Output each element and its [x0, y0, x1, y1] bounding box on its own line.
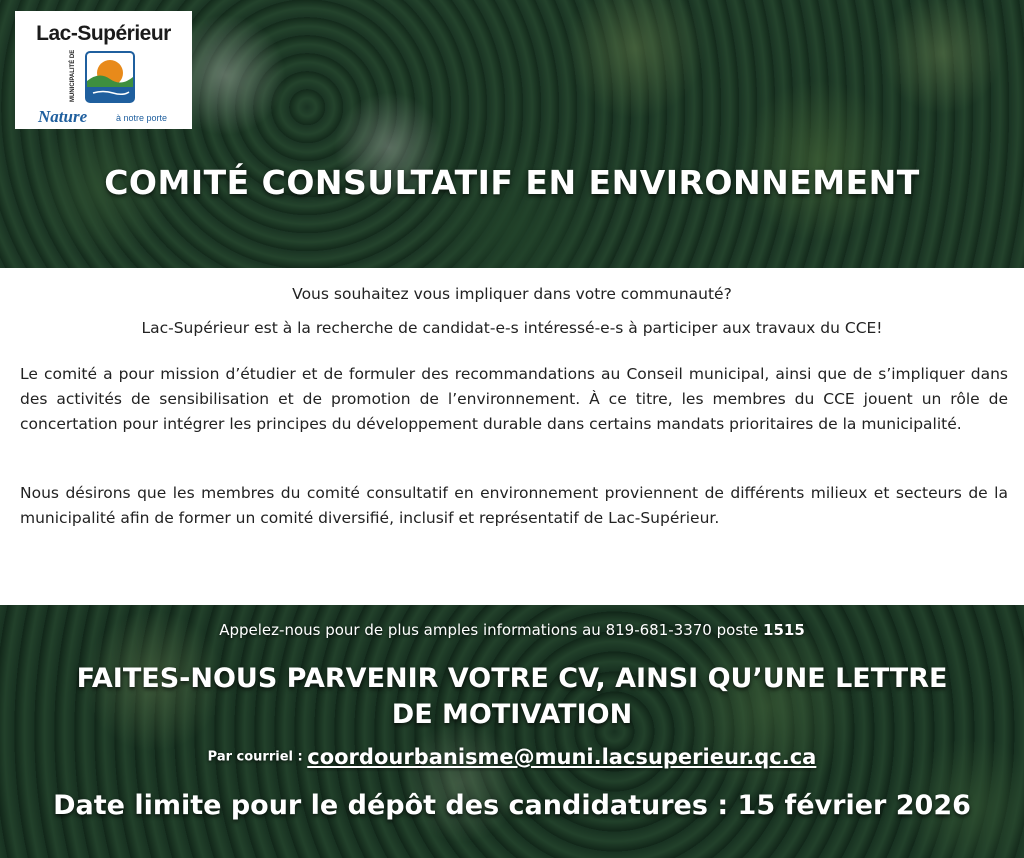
- deadline: Date limite pour le dépôt des candidatures : 15 février 2026: [53, 790, 971, 821]
- phone-text: Appelez-nous pour de plus amples informations au 819-681-3370 poste: [219, 621, 764, 639]
- diversity-paragraph: Nous désirons que les membres du comité consultatif en environnement proviennent de différents milieux et secteurs de la municipalité afin de former un comité diversifié, inclusif et représentatif de Lac-Supérieur.: [20, 484, 1008, 527]
- cta-line-2: DE MOTIVATION: [391, 699, 633, 730]
- content-panel: [0, 268, 1024, 605]
- email-row: [0, 745, 1024, 769]
- logo-vertical-text: MUNICIPALITÉ DE: [70, 49, 76, 103]
- intro-question: Vous souhaitez vous impliquer dans votre communauté?: [292, 285, 732, 303]
- intro-recruitment: Lac-Supérieur est à la recherche de candidat-e-s intéressé-e-s à participer aux travaux du CCE!: [141, 319, 883, 337]
- landscape-emblem-icon: [85, 51, 135, 103]
- municipality-logo: [15, 11, 192, 129]
- email-label: Par courriel :: [207, 749, 308, 765]
- call-to-action: [0, 661, 1024, 733]
- logo-tagline: à notre porte: [116, 113, 168, 123]
- email-link[interactable]: coordourbanisme@muni.lacsuperieur.qc.ca: [307, 745, 817, 769]
- phone-info: [0, 621, 1024, 639]
- logo-nature: Nature: [38, 107, 88, 126]
- phone-extension: 1515: [763, 621, 805, 639]
- mission-paragraph: Le comité a pour mission d’étudier et de formuler des recommandations au Conseil municipal, ainsi que de s’impliquer dans des activités de sensibilisation et de promotion de l’environnement. À ce titre, les membres du CCE jouent un rôle de concertation pour intégrer les principes du développement durable dans certains mandats prioritaires de la municipalité.: [20, 365, 1008, 433]
- logo-title: Lac-Supérieur: [36, 22, 171, 45]
- page-title: COMITÉ CONSULTATIF EN ENVIRONNEMENT: [104, 163, 920, 202]
- cta-line-1: FAITES-NOUS PARVENIR VOTRE CV, AINSI QU’UNE LETTRE: [76, 663, 948, 694]
